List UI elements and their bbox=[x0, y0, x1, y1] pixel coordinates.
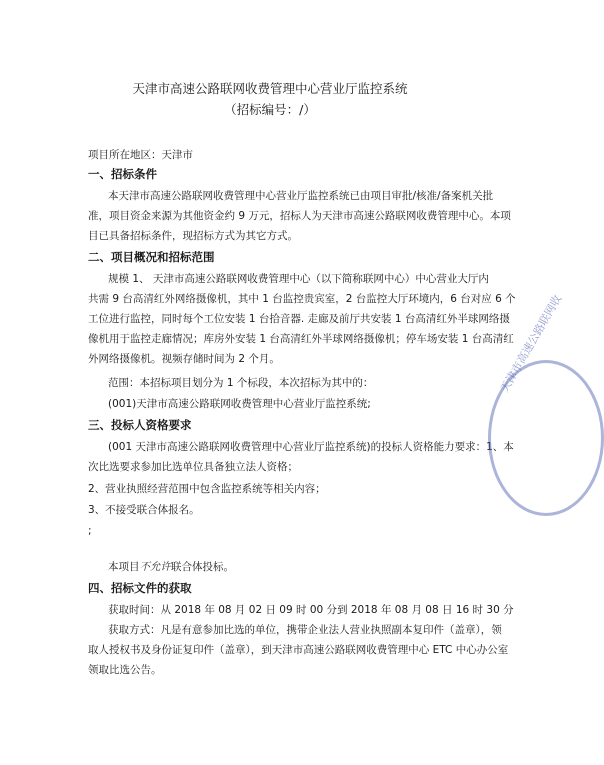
section-1-line: 目已具备招标条件，现招标方式为其它方式。 bbox=[88, 230, 298, 242]
consortium-prefix: 本项目 bbox=[108, 561, 140, 573]
acquisition-method-line: 领取比选公告。 bbox=[88, 664, 162, 676]
requirement-3: 3、不接受联合体报名。 bbox=[88, 504, 200, 516]
section-1-heading: 一、招标条件 bbox=[88, 167, 157, 181]
section-2-heading: 二、项目概况和招标范围 bbox=[88, 250, 215, 264]
section-3-heading: 三、投标人资格要求 bbox=[88, 418, 192, 432]
section-2-line: 规模 1、 天津市高速公路联网收费管理中心（以下简称联网中心）中心营业大厅内 bbox=[108, 273, 489, 285]
acquisition-method-line: 获取方式：凡是有意参加比选的单位，携带企业法人营业执照副本复印件（盖章），领 bbox=[108, 624, 502, 636]
handwritten-not-allowed: 不允许 bbox=[139, 561, 171, 573]
consortium-statement bbox=[108, 560, 234, 574]
section-4-heading: 四、招标文件的获取 bbox=[88, 581, 192, 595]
section-3-line: 次比选要求参加比选单位具备独立法人资格； bbox=[88, 461, 298, 473]
requirement-2: 2、营业执照经营范围中包含监控系统等相关内容； bbox=[88, 483, 326, 495]
project-location: 项目所在地区：天津市 bbox=[88, 149, 193, 161]
section-3-line: (001 天津市高速公路联网收费管理中心营业厅监控系统)的投标人资格能力要求：1、本 bbox=[108, 441, 514, 453]
official-seal-text: 天津市高速公路联网收 bbox=[498, 292, 565, 395]
consortium-suffix: 联合体投标。 bbox=[171, 561, 234, 573]
section-2-scope: 范围：本招标项目划分为 1 个标段，本次招标为其中的： bbox=[108, 377, 374, 389]
section-2-line: 像机用于监控走廊情况；库房外安装 1 台高清红外半球网络摄像机；停车场安装 1 台高清红 bbox=[88, 333, 514, 345]
section-2-line: 共需 9 台高清红外网络摄像机，其中 1 台监控贵宾室，2 台监控大厅环境内，6 台对应 6 个 bbox=[88, 293, 516, 305]
acquisition-method-line: 取人授权书及身份证复印件（盖章），到天津市高速公路联网收费管理中心 ETC 中心办公室 bbox=[88, 644, 509, 656]
document-title: 天津市高速公路联网收费管理中心营业厅监控系统 bbox=[132, 81, 408, 96]
section-2-line: 外网络摄像机。视频存储时间为 2 个月。 bbox=[88, 353, 280, 365]
section-2-line: 工位进行监控，同时每个工位安装 1 台拾音器. 走廊及前厅共安装 1 台高清红外半球网络摄 bbox=[88, 313, 510, 325]
section-2-lot: (001)天津市高速公路联网收费管理中心营业厅监控系统; bbox=[108, 398, 371, 410]
section-1-line: 准，项目资金来源为其他资金约 9 万元，招标人为天津市高速公路联网收费管理中心。本项 bbox=[88, 210, 511, 222]
semicolon-line: ; bbox=[88, 525, 92, 537]
acquisition-time: 获取时间：从 2018 年 08 月 02 日 09 时 00 分到 2018 年 08 月 08 日 16 时 30 分 bbox=[108, 604, 514, 616]
bid-number: （招标编号：/） bbox=[224, 102, 316, 117]
section-1-line: 本天津市高速公路联网收费管理中心营业厅监控系统已由项目审批/核准/备案机关批 bbox=[108, 190, 494, 202]
